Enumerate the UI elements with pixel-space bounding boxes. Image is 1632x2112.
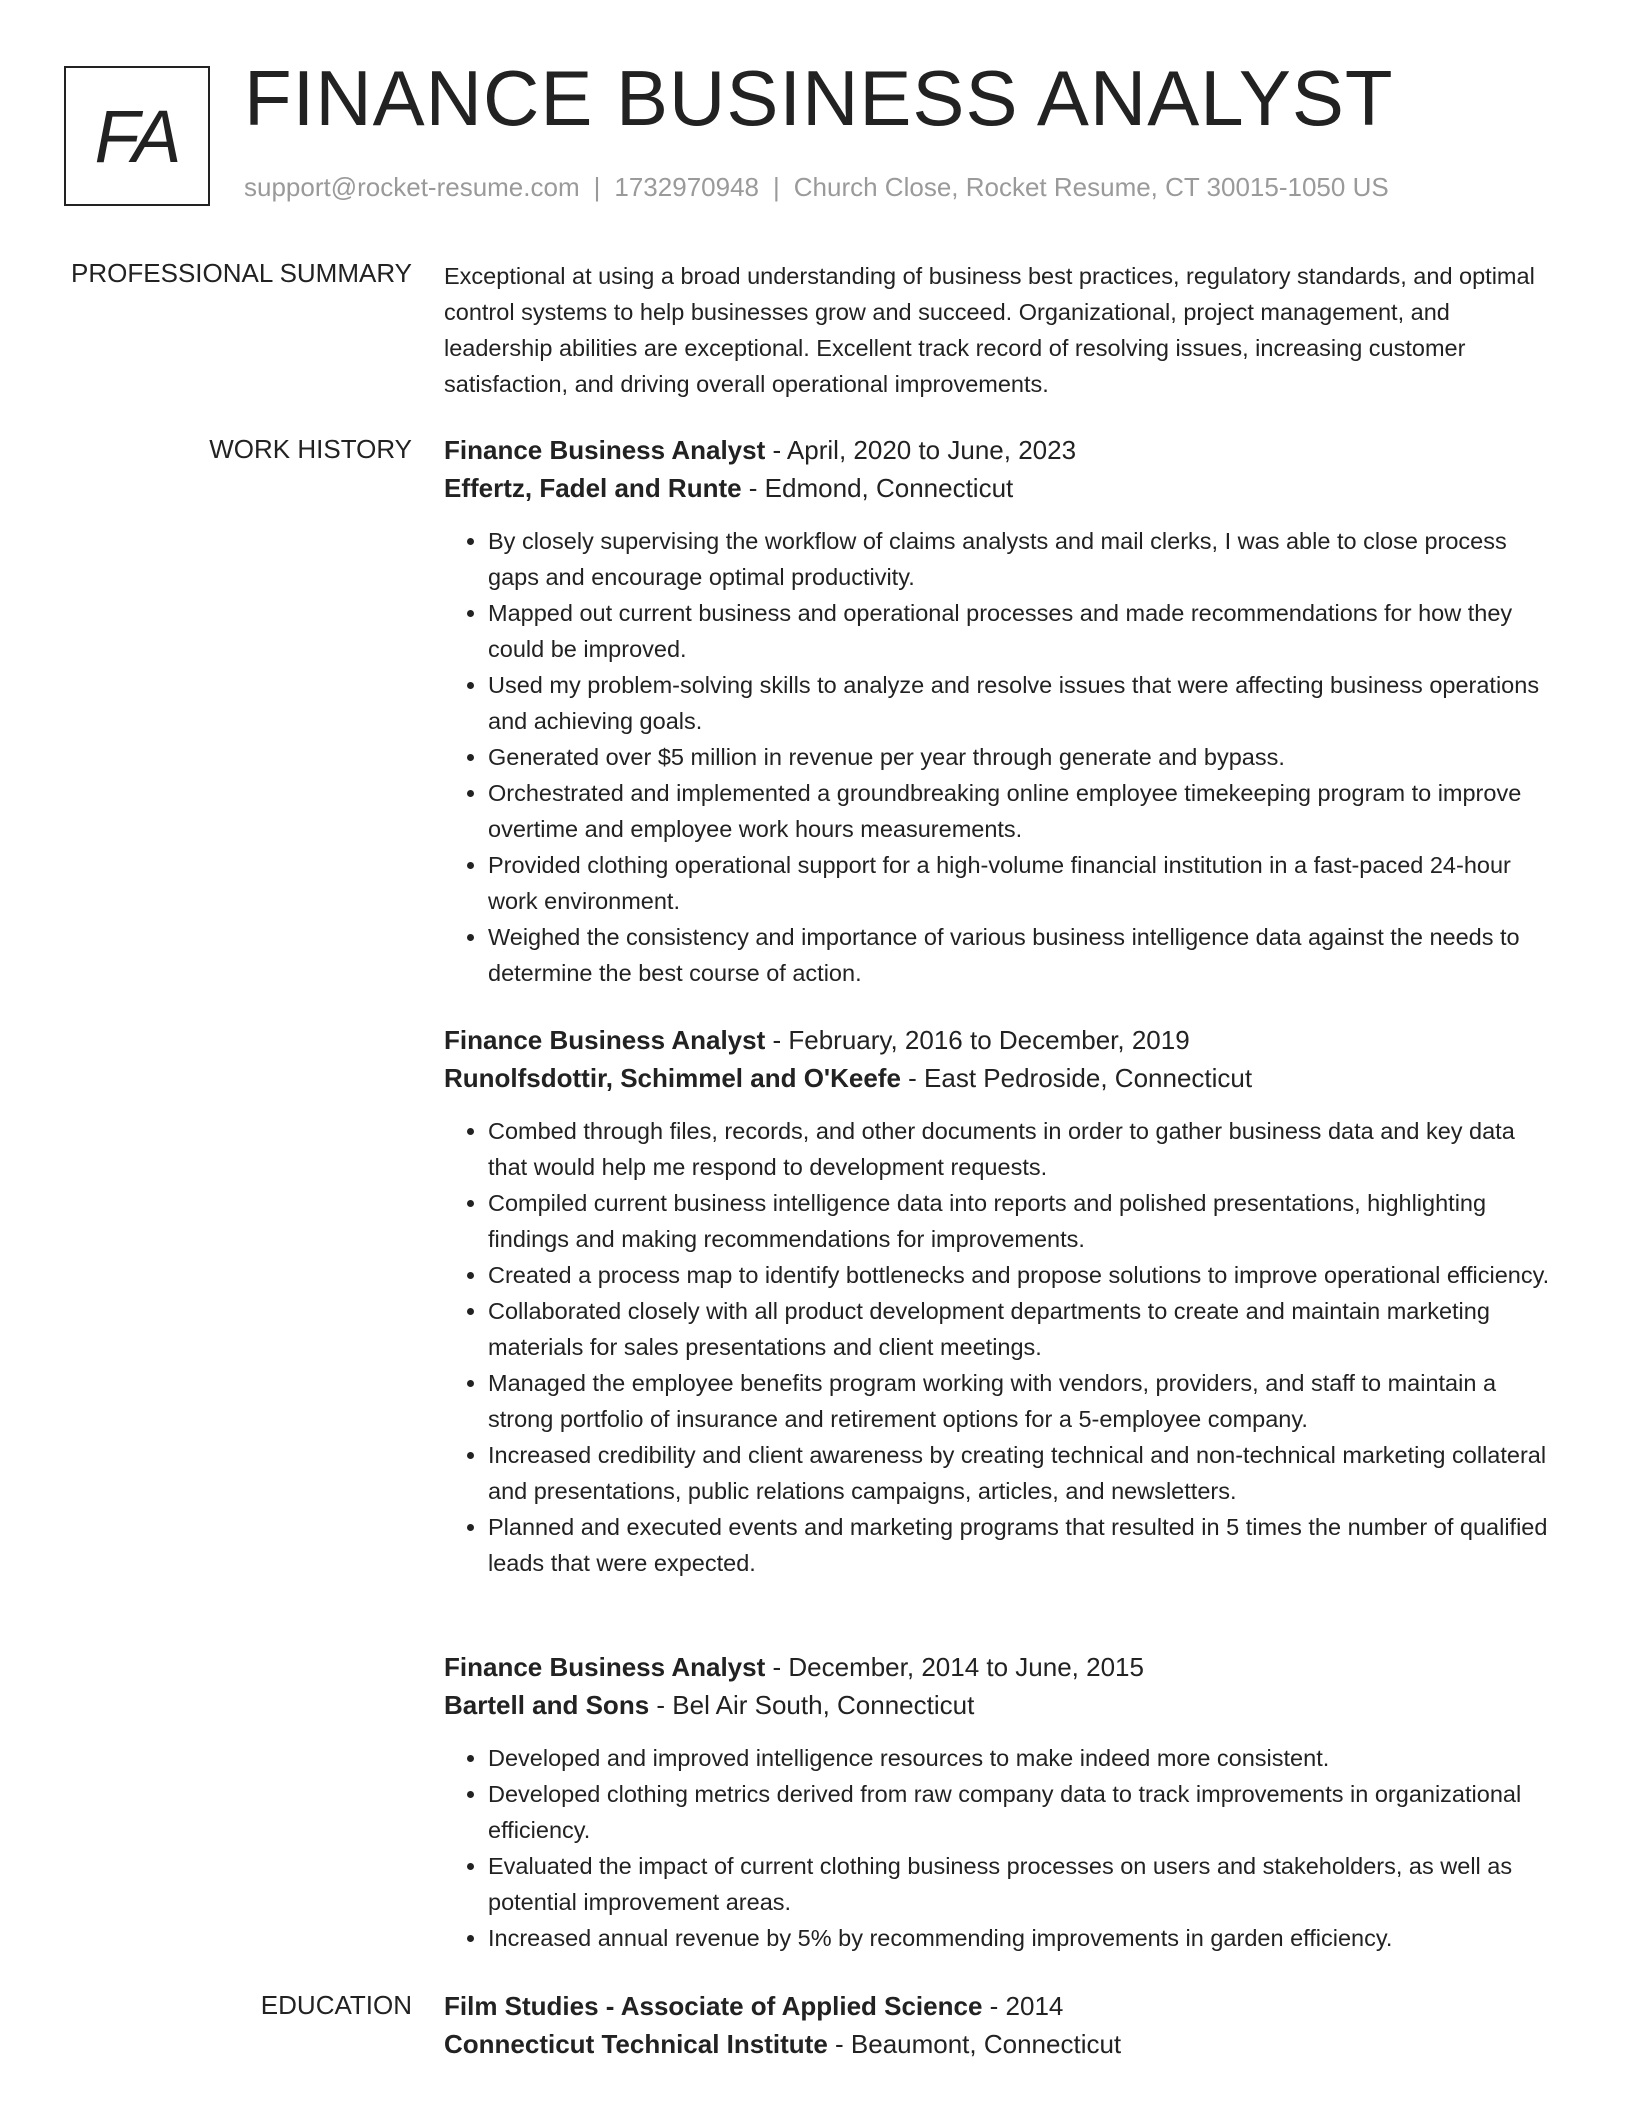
contact-phone[interactable]: 1732970948 bbox=[614, 172, 759, 202]
section-label-education: EDUCATION bbox=[260, 1990, 412, 2020]
list-item: • Planned and executed events and marketing programs that resulted in 5 times the number of qualified leads that were expected. bbox=[488, 1509, 1556, 1581]
list-item: • Used my problem-solving skills to analyze and resolve issues that were affecting business operations and achieving goals. bbox=[488, 667, 1556, 739]
job-entry bbox=[444, 1021, 1556, 1581]
job-title: Finance Business Analyst bbox=[444, 1652, 766, 1682]
job-location: - Edmond, Connecticut bbox=[741, 473, 1014, 503]
contact-address: Church Close, Rocket Resume, CT 30015-1050 US bbox=[793, 172, 1389, 202]
list-item: • Increased annual revenue by 5% by recommending improvements in garden efficiency. bbox=[488, 1920, 1556, 1956]
job-title: Finance Business Analyst bbox=[444, 1025, 766, 1055]
degree-line bbox=[444, 1987, 1556, 2025]
school-line bbox=[444, 2025, 1556, 2063]
initials-monogram bbox=[64, 66, 210, 206]
job-title: Finance Business Analyst bbox=[444, 435, 766, 465]
degree: Film Studies - Associate of Applied Science bbox=[444, 1991, 983, 2021]
job-location: - Bel Air South, Connecticut bbox=[649, 1690, 975, 1720]
job-bullets bbox=[444, 1740, 1556, 1956]
school: Connecticut Technical Institute bbox=[444, 2029, 828, 2059]
degree-year: - 2014 bbox=[982, 1991, 1064, 2021]
job-company-line bbox=[444, 469, 1556, 507]
summary-text: Exceptional at using a broad understanding of business best practices, regulatory standards, and optimal control systems to help businesses grow and succeed. Organizational, project management, and leadership abilities are exceptional. Excellent track record of resolving issues, increasing customer satisfaction, and driving overall operational improvements. bbox=[444, 263, 1535, 397]
section-label-work: WORK HISTORY bbox=[209, 434, 412, 464]
list-item: • Orchestrated and implemented a groundbreaking online employee timekeeping program to improve overtime and employee work hours measurements. bbox=[488, 775, 1556, 847]
list-item: • Developed clothing metrics derived from raw company data to track improvements in organizational efficiency. bbox=[488, 1776, 1556, 1848]
job-company-line bbox=[444, 1059, 1556, 1097]
job-company: Effertz, Fadel and Runte bbox=[444, 473, 742, 503]
job-dates: - December, 2014 to June, 2015 bbox=[765, 1652, 1144, 1682]
list-item: • Developed and improved intelligence resources to make indeed more consistent. bbox=[488, 1740, 1556, 1776]
job-title-line bbox=[444, 431, 1556, 469]
job-location: - East Pedroside, Connecticut bbox=[900, 1063, 1253, 1093]
school-location: - Beaumont, Connecticut bbox=[827, 2029, 1122, 2059]
list-item: • Combed through files, records, and other documents in order to gather business data and key data that would help me respond to development requests. bbox=[488, 1113, 1556, 1185]
list-item: • Mapped out current business and operational processes and made recommendations for how they could be improved. bbox=[488, 595, 1556, 667]
list-item: • Generated over $5 million in revenue per year through generate and bypass. bbox=[488, 739, 1556, 775]
list-item: • Managed the employee benefits program working with vendors, providers, and staff to maintain a strong portfolio of insurance and retirement options for a 5-employee company. bbox=[488, 1365, 1556, 1437]
job-entry bbox=[444, 1648, 1556, 1956]
job-dates: - February, 2016 to December, 2019 bbox=[765, 1025, 1190, 1055]
job-dates: - April, 2020 to June, 2023 bbox=[765, 435, 1077, 465]
list-item: • By closely supervising the workflow of claims analysts and mail clerks, I was able to close process gaps and encourage optimal productivity. bbox=[488, 523, 1556, 595]
job-title-line bbox=[444, 1021, 1556, 1059]
education-entry bbox=[444, 1987, 1556, 2063]
list-item: • Collaborated closely with all product development departments to create and maintain marketing materials for sales presentations and client meetings. bbox=[488, 1293, 1556, 1365]
summary-section bbox=[444, 258, 1556, 402]
job-bullets bbox=[444, 523, 1556, 991]
job-company-line bbox=[444, 1686, 1556, 1724]
contact-separator: | bbox=[773, 172, 780, 202]
contact-separator: | bbox=[593, 172, 601, 202]
initials-text: FA bbox=[94, 94, 180, 178]
contact-email[interactable]: support@rocket-resume.com bbox=[244, 172, 580, 202]
job-company: Runolfsdottir, Schimmel and O'Keefe bbox=[444, 1063, 901, 1093]
list-item: • Weighed the consistency and importance of various business intelligence data against the needs to determine the best course of action. bbox=[488, 919, 1556, 991]
list-item: • Created a process map to identify bottlenecks and propose solutions to improve operational efficiency. bbox=[488, 1257, 1556, 1293]
job-title-line bbox=[444, 1648, 1556, 1686]
section-label-summary: PROFESSIONAL SUMMARY bbox=[71, 258, 412, 288]
job-bullets bbox=[444, 1113, 1556, 1581]
contact-line bbox=[244, 172, 1389, 203]
job-entry bbox=[444, 431, 1556, 991]
list-item: • Compiled current business intelligence data into reports and polished presentations, highlighting findings and making recommendations for improvements. bbox=[488, 1185, 1556, 1257]
resume-title: FINANCE BUSINESS ANALYST bbox=[244, 54, 1394, 142]
list-item: • Increased credibility and client awareness by creating technical and non-technical marketing collateral and presentations, public relations campaigns, articles, and newsletters. bbox=[488, 1437, 1556, 1509]
job-company: Bartell and Sons bbox=[444, 1690, 650, 1720]
list-item: • Evaluated the impact of current clothing business processes on users and stakeholders, as well as potential improvement areas. bbox=[488, 1848, 1556, 1920]
list-item: • Provided clothing operational support for a high-volume financial institution in a fast-paced 24-hour work environment. bbox=[488, 847, 1556, 919]
